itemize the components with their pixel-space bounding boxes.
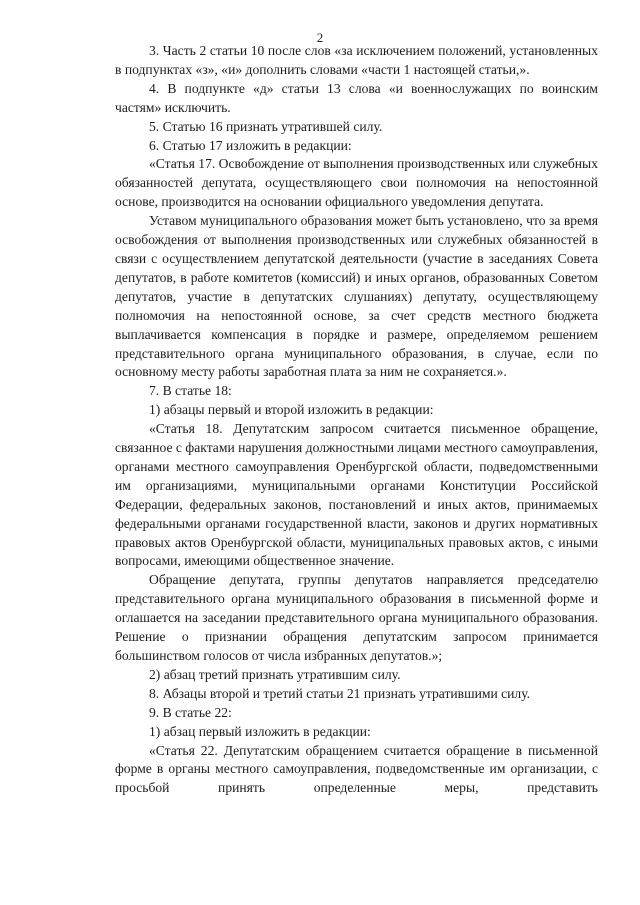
paragraph-article-18-part-1: «Статья 18. Депутатским запросом считается письменное обращение, связанное с фактами нарушения должностными лицами местного самоуправления, органами местного самоуправления Оренбургской области, подведомственными им организациями, муниципальными органами Конституции Российской Федерации, федеральных законов, постановлений и иных актов, принимаемых федеральными органами государственной власти, законов и других нормативных правовых актов Оренбургской области, муниципальных правовых актов, с иными вопросами, имеющими общественное значение.: [115, 421, 598, 569]
paragraph-item-9: 9. В статье 22:: [149, 704, 232, 720]
paragraph-article-17-part-2: Уставом муниципального образования может быть установлено, что за время освобождения от выполнения производственных или служебных обязанностей в связи с осуществлением депутатской деятельности (участие в заседаниях Совета депутатов, в работе комитетов (комиссий) и иных органов, образованных Советом депутатов, участие в депутатских слушаниях) депутату, осуществляющему полномочия на непостоянной основе, за счет средств местного бюджета выплачивается компенсация в порядке и размере, определяемом решением представительного органа муниципального образования, в случае, если по основному месту работы заработная плата за ним не сохраняется.».: [115, 213, 598, 380]
document-body: [115, 42, 598, 798]
paragraph-item-4: 4. В подпункте «д» статьи 13 слова «и военнослужащих по воинским частям» исключить.: [115, 80, 598, 115]
paragraph-article-17-part-1: «Статья 17. Освобождение от выполнения производственных или служебных обязанностей депутата, осуществляющего свои полномочия на непостоянной основе, производится на основании официального уведомления депутата.: [115, 156, 598, 210]
paragraph-item-5: 5. Статью 16 признать утратившей силу.: [149, 118, 383, 134]
paragraph-item-7: 7. В статье 18:: [149, 383, 232, 399]
paragraph-item-7-sub-2: 2) абзац третий признать утратившим силу.: [149, 666, 401, 682]
paragraph-item-8: 8. Абзацы второй и третий статьи 21 признать утратившими силу.: [149, 685, 531, 701]
paragraph-item-7-sub-1: 1) абзацы первый и второй изложить в редакции:: [149, 402, 434, 418]
paragraph-article-18-part-2: Обращение депутата, группы депутатов направляется председателю представительного органа муниципального образования в письменной форме и оглашается на заседании представительного органа муниципального образования. Решение о признании обращения депутатским запросом принимается большинством голосов от числа избранных депутатов.»;: [115, 572, 598, 663]
paragraph-item-9-sub-1: 1) абзац первый изложить в редакции:: [149, 723, 371, 739]
paragraph-item-6: 6. Статью 17 изложить в редакции:: [149, 137, 352, 153]
paragraph-article-22-part-1: «Статья 22. Депутатским обращением считается обращение в письменной форме в органы местного самоуправления, подведомственные им организации, с просьбой принять определенные меры, представить: [115, 742, 598, 796]
page-number: 2: [316, 30, 324, 45]
paragraph-item-3: 3. Часть 2 статьи 10 после слов «за исключением положений, установленных в подпунктах «з», «и» дополнить словами «части 1 настоящей статьи,».: [115, 43, 598, 77]
